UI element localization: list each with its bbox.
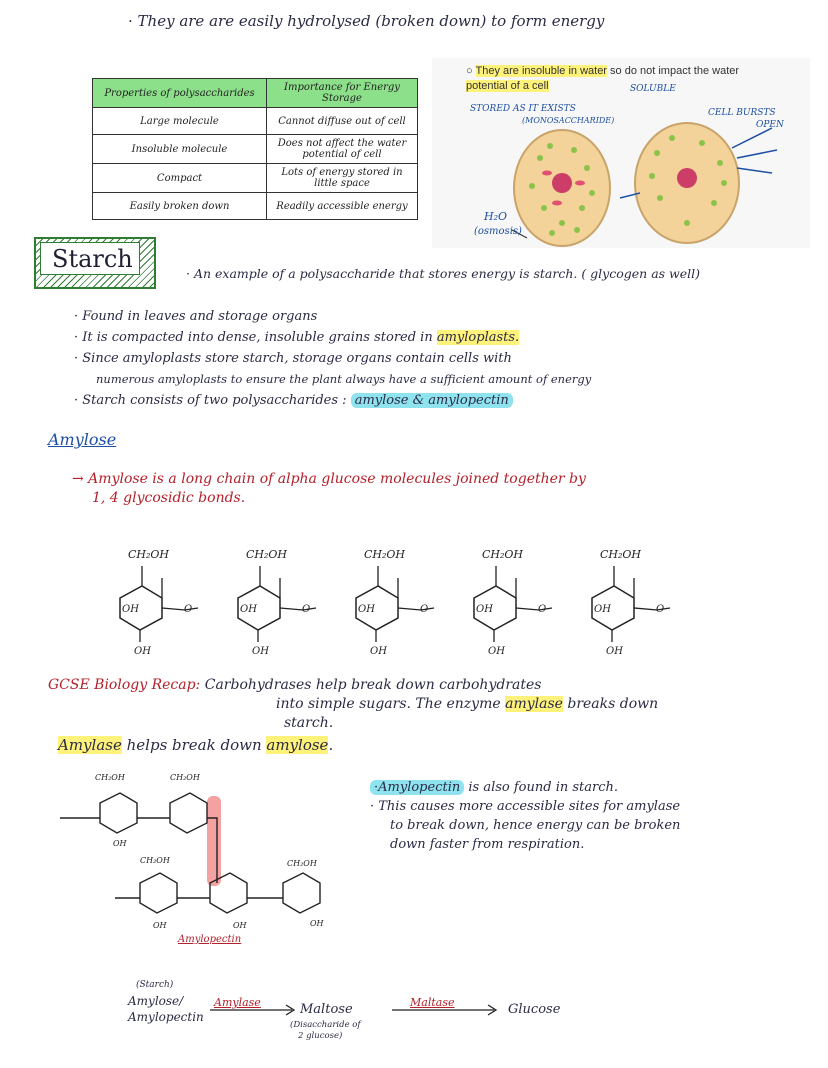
glucose-ring (474, 548, 552, 657)
o-label: O (538, 604, 547, 615)
flow-arrow-icon (390, 1000, 500, 1016)
amylase-hl: Amylase (58, 736, 122, 754)
amylopectin-ch2oh: CH₂OH (95, 773, 125, 782)
table-cell: Compact (93, 164, 267, 193)
label-osmosis: (osmosis) (474, 226, 522, 237)
insoluble-highlight: They are insoluble in water (475, 65, 607, 77)
glucose-ring (120, 548, 198, 657)
amylose-chain-diagram (80, 538, 720, 658)
insoluble-line2: potential of a cell (466, 80, 549, 92)
amylose-desc-line: 1, 4 glycosidic bonds. (92, 490, 246, 506)
amylopectin-note-line (370, 778, 790, 797)
flow-maltose-note: 2 glucose) (298, 1031, 343, 1041)
oh-label: OH (358, 604, 375, 615)
o-label: O (184, 604, 193, 615)
amylopectin-caption: Amylopectin (178, 934, 242, 945)
amylopectin-text: is also found in starch. (464, 780, 619, 795)
amylopectin-oh: OH (153, 921, 167, 930)
ch2oh-label: CH₂OH (600, 548, 642, 561)
table-cell: Large molecule (93, 108, 267, 135)
amylopectin-notes (370, 778, 790, 854)
amylase-line (58, 736, 333, 754)
gcse-text: breaks down (562, 696, 659, 712)
label-soluble: SOLUBLE (630, 84, 676, 94)
oh-label: OH (606, 646, 623, 657)
oh-label: OH (488, 646, 505, 657)
table-row (93, 135, 418, 164)
starch-bullets (74, 306, 794, 411)
amylose-desc-line: → Amylose is a long chain of alpha glucose molecules joined together by (72, 471, 586, 487)
flow-substrate: Amylose/ (128, 994, 184, 1008)
table-row (93, 108, 418, 135)
table-header-properties: Properties of polysaccharides (93, 79, 267, 108)
top-note: · They are are easily hydrolysed (broken down) to form energy (128, 12, 605, 30)
gcse-text: Carbohydrases help break down carbohydrates (200, 677, 542, 693)
label-stored: STORED AS IT EXISTS (470, 104, 576, 114)
bullet-text: · It is compacted into dense, insoluble grains stored in (74, 330, 437, 345)
amylopectin-ch2oh: CH₂OH (287, 859, 317, 868)
gcse-line (48, 695, 808, 714)
table-row (93, 193, 418, 220)
bullet-item: · Found in leaves and storage organs (74, 309, 318, 324)
glycosidic-bond (162, 608, 198, 610)
amylopectin-oh: OH (310, 919, 324, 928)
o-label: O (420, 604, 429, 615)
amylose-amylopectin-highlight: amylose & amylopectin (351, 393, 513, 408)
amylopectin-note-line: down faster from respiration. (390, 837, 585, 852)
oh-label: OH (252, 646, 269, 657)
amylopectin-note-line: to break down, hence energy can be broken (390, 818, 681, 833)
label-open: OPEN (756, 120, 784, 130)
flow-enzyme-amylase: Amylase (214, 996, 261, 1009)
table-cell: Cannot diffuse out of cell (267, 108, 418, 135)
gcse-line (48, 676, 808, 695)
bullet-item: · Since amyloplasts store starch, storage organs contain cells with (74, 351, 512, 366)
ch2oh-label: CH₂OH (364, 548, 406, 561)
glycosidic-bond (398, 608, 434, 610)
ring-bonds (376, 566, 398, 642)
ch2oh-label: CH₂OH (128, 548, 170, 561)
oh-label: OH (476, 604, 493, 615)
starch-title: Starch (52, 245, 133, 273)
properties-table (92, 78, 418, 220)
oh-label: OH (122, 604, 139, 615)
amylose-heading: Amylose (48, 430, 117, 449)
o-label: O (302, 604, 311, 615)
table-cell: Easily broken down (93, 193, 267, 220)
amylopectin-ch2oh: CH₂OH (170, 773, 200, 782)
gcse-recap (48, 676, 808, 733)
table-header-row (93, 79, 418, 108)
table-cell: Does not affect the water potential of cell (267, 135, 418, 164)
bullet-item: numerous amyloplasts to ensure the plant always have a sufficient amount of energy (96, 372, 592, 386)
flow-substrate: Amylopectin (128, 1010, 204, 1024)
hydrolysis-flow (128, 980, 768, 1050)
insoluble-rest: so do not impact the water (606, 65, 740, 77)
ch2oh-label: CH₂OH (246, 548, 288, 561)
flow-product-maltose: Maltose (300, 1002, 353, 1017)
glycosidic-bond (280, 608, 316, 610)
oh-label: OH (240, 604, 257, 615)
label-burst: CELL BURSTS (708, 108, 776, 118)
gcse-label: GCSE Biology Recap: (48, 677, 201, 693)
amylase-end: . (328, 736, 334, 754)
ring-bonds (140, 566, 162, 642)
amylopectin-oh: OH (233, 921, 247, 930)
table-cell: Readily accessible energy (267, 193, 418, 220)
label-mono: (MONOSACCHARIDE) (522, 116, 615, 125)
amyloplasts-highlight: amyloplasts. (436, 330, 520, 345)
flow-product-glucose: Glucose (508, 1002, 561, 1017)
bullet-item (74, 390, 794, 411)
gcse-text: into simple sugars. The enzyme (276, 696, 506, 712)
flow-arrow-icon (208, 1000, 298, 1016)
table-row (93, 164, 418, 193)
bullet-item (74, 327, 794, 348)
ring-bonds (494, 566, 516, 642)
amylopectin-oh: OH (113, 839, 127, 848)
oh-label: OH (134, 646, 151, 657)
amylose-description (72, 470, 772, 508)
flow-enzyme-maltase: Maltase (410, 996, 455, 1009)
amylase-mid: helps break down (121, 736, 267, 754)
flow-maltose-note: (Disaccharide of (290, 1020, 361, 1030)
glycosidic-bond (516, 608, 552, 610)
amylase-highlight: amylase (505, 696, 563, 712)
amylose-hl: amylose (266, 736, 329, 754)
branch-highlight (207, 796, 221, 886)
flow-starch-label: (Starch) (136, 980, 174, 990)
starch-example: · An example of a polysaccharide that stores energy is starch. ( glycogen as well) (186, 266, 701, 281)
oh-label: OH (594, 604, 611, 615)
amylopectin-ch2oh: CH₂OH (140, 856, 170, 865)
table-cell: Insoluble molecule (93, 135, 267, 164)
o-label: O (656, 604, 665, 615)
glycosidic-bond (634, 608, 670, 610)
ch2oh-label: CH₂OH (482, 548, 524, 561)
gcse-line: starch. (284, 715, 334, 731)
oh-label: OH (370, 646, 387, 657)
amylopectin-note-line: · This causes more accessible sites for amylase (370, 799, 681, 814)
insoluble-note: ○ They are insoluble in water so do not impact the water potential of a cell (466, 65, 740, 92)
table-header-importance: Importance for Energy Storage (267, 79, 418, 108)
amylopectin-diagram (55, 768, 355, 938)
ring-bonds (258, 566, 280, 642)
glucose-ring (592, 548, 670, 657)
amylopectin-highlight: ·Amylopectin (370, 780, 464, 795)
glucose-ring (238, 548, 316, 657)
bullet-text: · Starch consists of two polysaccharides : (74, 393, 351, 408)
ring-bonds (612, 566, 634, 642)
glucose-ring (356, 548, 434, 657)
amylopectin-rings (60, 793, 320, 913)
label-water: H₂O (484, 210, 508, 223)
table-cell: Lots of energy stored in little space (267, 164, 418, 193)
